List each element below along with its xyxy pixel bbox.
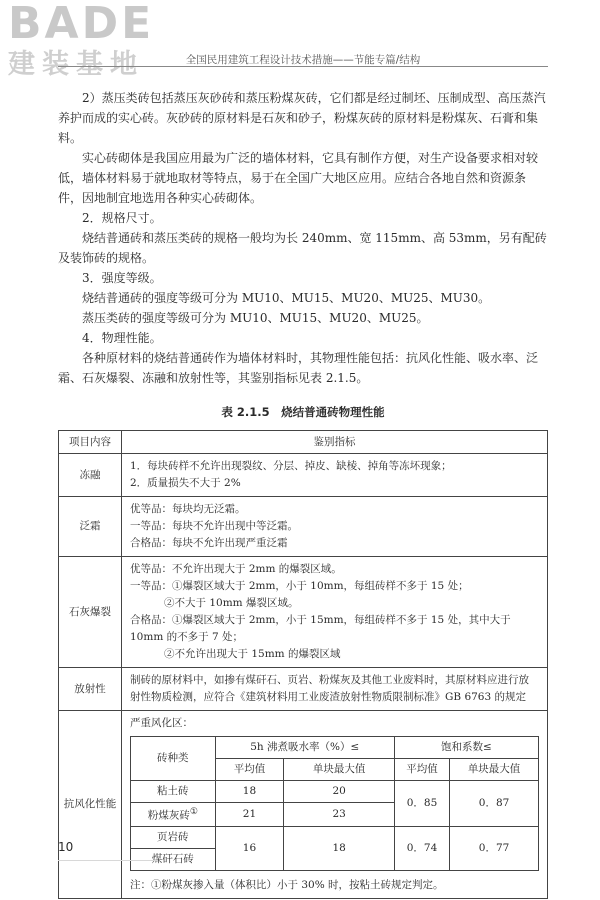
- heading-physical: 4．物理性能。: [82, 331, 162, 345]
- weathering-subtable: [130, 736, 539, 871]
- footer-rule: [58, 860, 158, 861]
- table-header-row: [59, 431, 548, 454]
- sub-header-brick-type: 砖种类: [131, 737, 216, 781]
- sub-header-avg: 平均值: [215, 759, 284, 781]
- clay-brick-name: 粘土砖: [131, 781, 216, 803]
- freeze-line: 1．每块砖样不允许出现裂纹、分层、掉皮、缺棱、掉角等冻坏现象；: [130, 460, 452, 472]
- freeze-line: 2．质量损失不大于 2%: [130, 477, 241, 489]
- physical-properties-table: [58, 430, 548, 899]
- logo-latin-text: BADE: [8, 0, 155, 49]
- table-row: [59, 454, 548, 497]
- logo-chinese-text: 建装基地: [8, 49, 144, 80]
- sub-header-avg: 平均值: [394, 759, 449, 781]
- heading-strength: 3．强度等级。: [82, 271, 162, 285]
- weathering-zone: 严重风化区：: [130, 717, 193, 729]
- paragraph-dimensions: 烧结普通砖和蒸压类砖的规格一般均为长 240mm、宽 115mm、高 53mm，另有配砖及装饰砖的规格。: [58, 231, 547, 265]
- lime-line: 一等品：①爆裂区域大于 2mm，小于 10mm，每组砖样不多于 15 处；: [130, 580, 469, 592]
- sub-header-max: 单块最大值: [284, 759, 395, 781]
- lime-line: ②不大于 10mm 爆裂区域。: [164, 597, 299, 609]
- row-label-radioactivity: 放射性: [59, 668, 122, 711]
- efflorescence-line: 优等品：每块均无泛霜。: [130, 503, 246, 515]
- table-row: [59, 557, 548, 668]
- paragraph-strength-autoclaved: 蒸压类砖的强度等级可分为 MU10、MU15、MU20、MU25。: [82, 311, 429, 325]
- footnote-mark: ①: [189, 807, 198, 817]
- clay-boil-avg: 18: [215, 781, 284, 803]
- header-indicator: 鉴别指标: [122, 431, 548, 454]
- paragraph-solid-brick-masonry: 实心砖砌体是我国应用最为广泛的墙体材料，它具有制作方便，对生产设备要求相对较低，墙体材料易于就地取材等特点，易于在全国广大地区应用。应结合各地自然和资源条件，因地制宜地选用各种实心砖砌体。: [58, 151, 539, 205]
- efflorescence-line: 一等品：每块不允许出现中等泛霜。: [130, 520, 298, 532]
- freeze-indicator: [122, 454, 548, 497]
- lime-line: 合格品：①爆裂区域大于 2mm，小于 15mm，每组砖样不多于 15 处，其中大于 10mm 的不多于 7 处；: [130, 614, 511, 643]
- group1-sat-max: 0．87: [450, 781, 539, 827]
- paragraph-physical: 各种原材料的烧结普通砖作为墙体材料时，其物理性能包括：抗风化性能、吸水率、泛霜、石灰爆裂、冻融和放射性等，其鉴别指标见表 2.1.5。: [58, 351, 539, 385]
- paragraph-autoclaved-bricks: 2）蒸压类砖包括蒸压灰砂砖和蒸压粉煤灰砖，它们都是经过制坯、压制成型、高压蒸汽养护而成的实心砖。灰砂砖的原材料是石灰和砂子，粉煤灰砖的原材料是粉煤灰、石膏和集料。: [58, 91, 546, 145]
- shale-brick-name: 页岩砖: [131, 826, 216, 848]
- table-row: [59, 668, 548, 711]
- group1-sat-avg: 0．85: [394, 781, 449, 827]
- flyash-brick-name: 粉煤灰砖: [147, 809, 190, 822]
- weathering-indicator: [122, 711, 548, 899]
- lime-line: 优等品：不允许出现大于 2mm 的爆裂区域。: [130, 563, 342, 575]
- flyash-boil-max: 23: [284, 803, 395, 827]
- sub-header-max: 单块最大值: [450, 759, 539, 781]
- sub-header-boil: 5h 沸煮吸水率（%）≤: [215, 737, 394, 759]
- radioactivity-indicator: 制砖的原材料中，如掺有煤矸石、页岩、粉煤灰及其他工业废料时，其原材料应进行放射性物质检测，应符合《建筑材料用工业废渣放射性物质限制标准》GB 6763 的规定: [122, 668, 548, 711]
- header-item: 项目内容: [59, 431, 122, 454]
- row-label-lime-burst: 石灰爆裂: [59, 557, 122, 668]
- efflorescence-indicator: [122, 497, 548, 557]
- lime-burst-indicator: [122, 557, 548, 668]
- paragraph-strength-fired: 烧结普通砖的强度等级可分为 MU10、MU15、MU20、MU25、MU30。: [82, 291, 491, 305]
- clay-boil-max: 20: [284, 781, 395, 803]
- sub-header-saturation: 饱和系数≤: [394, 737, 538, 759]
- flyash-boil-avg: 21: [215, 803, 284, 827]
- row-label-weathering: 抗风化性能: [59, 711, 122, 899]
- page-number: 10: [58, 840, 74, 854]
- subtable-row: [131, 826, 539, 848]
- row-label-efflorescence: 泛霜: [59, 497, 122, 557]
- row-label-freeze: 冻融: [59, 454, 122, 497]
- group2-boil-max: 18: [284, 826, 395, 870]
- gangue-brick-name: 煤矸石砖: [131, 848, 216, 870]
- flyash-brick-cell: [131, 803, 216, 827]
- table-row: [59, 711, 548, 899]
- running-header: 全国民用建筑工程设计技术措施——节能专篇/结构: [185, 54, 421, 66]
- lime-line: ②不允许出现大于 15mm 的爆裂区域: [164, 648, 341, 660]
- subtable-row: [131, 781, 539, 803]
- table-row: [59, 497, 548, 557]
- group2-sat-max: 0．77: [450, 826, 539, 870]
- subtable-header-row: [131, 737, 539, 759]
- group2-boil-avg: 16: [215, 826, 284, 870]
- page-content: [58, 88, 548, 899]
- efflorescence-line: 合格品：每块不允许出现严重泛霜: [130, 537, 288, 549]
- table-caption: 表 2.1.5 烧结普通砖物理性能: [221, 405, 385, 419]
- header-rule: [58, 66, 548, 67]
- bade-logo: [8, 0, 154, 80]
- table-footnote: 注：①粉煤灰掺入量（体积比）小于 30% 时，按粘土砖规定判定。: [130, 878, 444, 891]
- heading-dimensions: 2．规格尺寸。: [82, 211, 162, 225]
- group2-sat-avg: 0．74: [394, 826, 449, 870]
